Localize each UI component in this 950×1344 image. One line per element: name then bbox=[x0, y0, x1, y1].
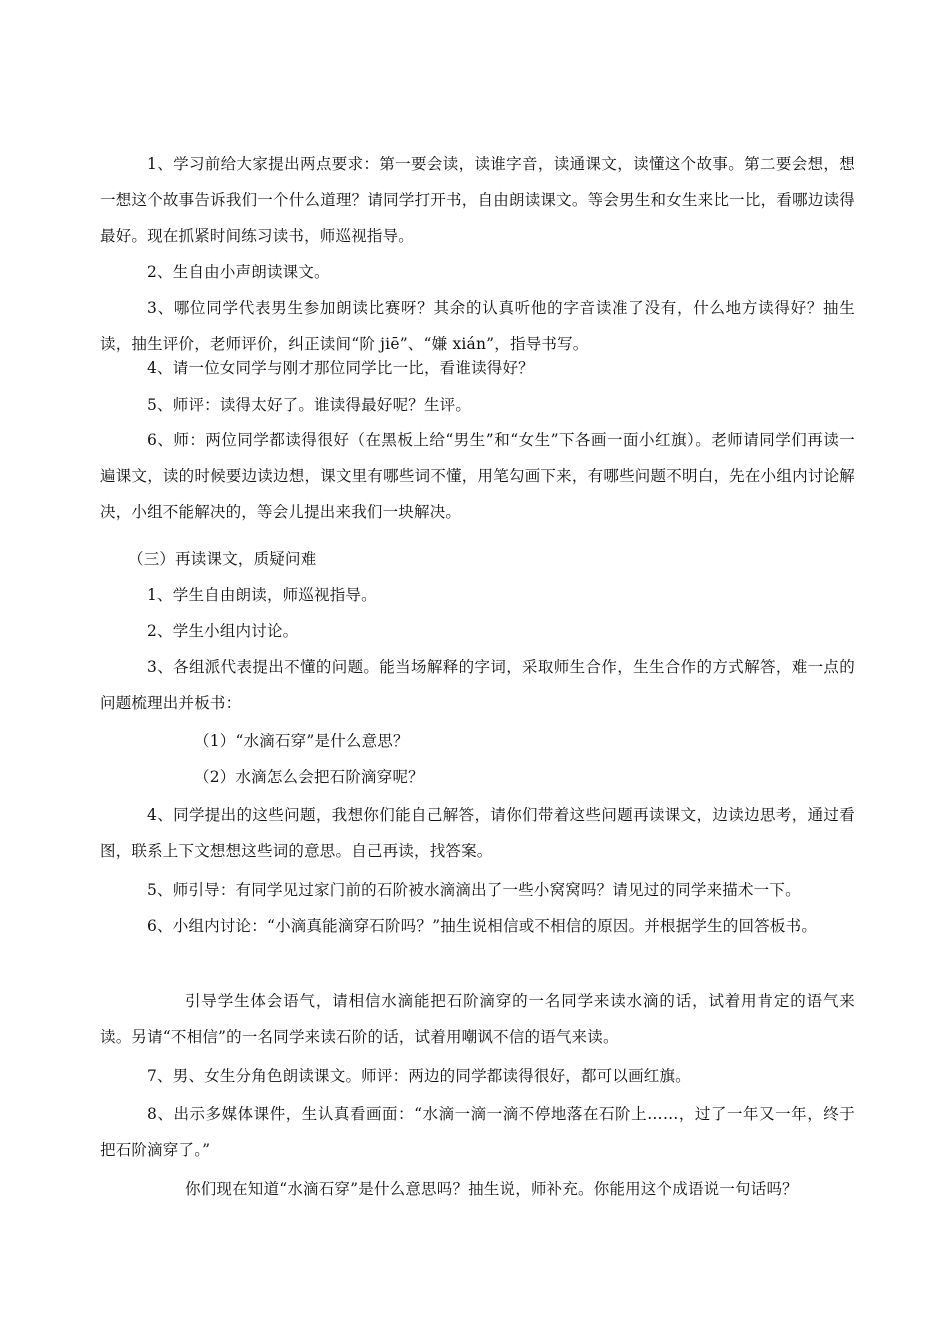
paragraph-3: 3、哪位同学代表男生参加朗读比赛呀？其余的认真听他的字音读准了没有，什么地方读得好？抽生读，抽生评价，老师评价，纠正读间“阶 jiē”、“嫌 xián”，指导书写。 bbox=[100, 299, 855, 353]
paragraph-9: 3、各组派代表提出不懂的问题。能当场解释的字词，采取师生合作，生生合作的方式解答，难一点的问题梳理出并板书： bbox=[100, 658, 855, 712]
paragraph-8: 2、学生小组内讨论。 bbox=[147, 622, 299, 640]
paragraph-7: 1、学生自由朗读，师巡视指导。 bbox=[147, 586, 377, 604]
paragraph-1: 1、学习前给大家提出两点要求：第一要会读，读谁字音，读通课文，读懂这个故事。第二要会想，想一想这个故事告诉我们一个什么道理？请同学打开书，自由朗读课文。等会男生和女生来比一比，看哪边读得最好。现在抓紧时间练习读书，师巡视指导。 bbox=[100, 155, 855, 245]
paragraph-14: 7、男、女生分角色朗读课文。师评：两边的同学都读得很好，都可以画红旗。 bbox=[147, 1067, 691, 1085]
paragraph-11: 5、师引导：有同学见过家门前的石阶被水滴滴出了一些小窝窝吗？请见过的同学来描术一下。 bbox=[147, 881, 801, 899]
paragraph-12: 6、小组内讨论：“小滴真能滴穿石阶吗？”抽生说相信或不相信的原因。并根据学生的回答板书。 bbox=[147, 917, 818, 935]
paragraph-6: 6、师：两位同学都读得很好（在黑板上给“男生”和“女生”下各画一面小红旗）。老师请同学们再读一遍课文，读的时候要边读边想，课文里有哪些词不懂，用笔勾画下来，有哪些问题不明白，先在小组内讨论解决，小组不能解决的，等会儿提出来我们一块解决。 bbox=[100, 431, 855, 521]
paragraph-10: 4、同学提出的这些问题，我想你们能自己解答，请你们带着这些问题再读课文，边读边思考，通过看图，联系上下文想想这些词的意思。自己再读，找答案。 bbox=[100, 806, 855, 860]
paragraph-15: 8、出示多媒体课件，生认真看画面：“水滴一滴一滴不停地落在石阶上……，过了一年又一年，终于把石阶滴穿了。” bbox=[100, 1105, 855, 1159]
question-1: （1）“水滴石穿”是什么意思？ bbox=[194, 732, 409, 750]
paragraph-5: 5、师评：读得太好了。谁读得最好呢？生评。 bbox=[147, 396, 472, 414]
question-2: （2）水滴怎么会把石阶滴穿呢？ bbox=[194, 768, 424, 786]
paragraph-13: 引导学生体会语气，请相信水滴能把石阶滴穿的一名同学来读水滴的话，试着用肯定的语气来读。另请“不相信”的一名同学来读石阶的话，试着用嘲讽不信的语气来读。 bbox=[100, 992, 855, 1046]
paragraph-4: 4、请一位女同学与刚才那位同学比一比，看谁读得好？ bbox=[147, 359, 534, 377]
paragraph-2: 2、生自由小声朗读课文。 bbox=[147, 263, 330, 281]
paragraph-16: 你们现在知道“水滴石穿”是什么意思吗？抽生说，师补充。你能用这个成语说一句话吗？ bbox=[185, 1180, 798, 1198]
section-heading: （三）再读课文，质疑问难 bbox=[128, 550, 317, 568]
